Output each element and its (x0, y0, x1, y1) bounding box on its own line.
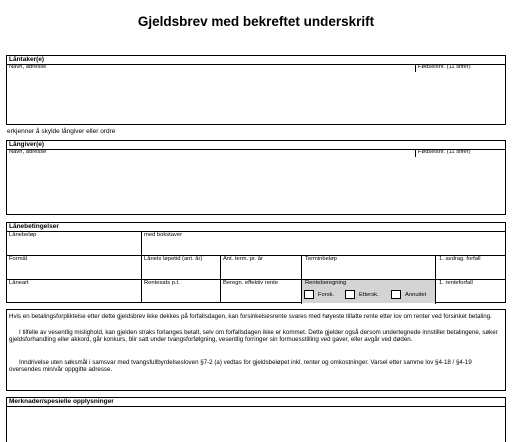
divider (141, 279, 142, 303)
loan-type-field[interactable] (8, 287, 139, 302)
divider (415, 64, 416, 72)
lender-name-label: Navn, adresse (9, 149, 47, 155)
lender-header: Långiver(e) (7, 141, 505, 150)
lender-id-label: Fødselsnr. (11 siffer) (418, 149, 471, 155)
rate-label: Rentesats p.t. (144, 280, 180, 286)
lender-section (6, 140, 506, 215)
lender-id-field[interactable] (417, 157, 505, 214)
clause-text: Hvis en betalingsforpliktelse etter dette gjeldsbrev ikke dekkes på forfallsdagen, kan forsinkelsesrente svares med høyeste tillatte rente etter lov om renter ved forsinket betaling. (9, 313, 492, 320)
amount-label: Lånebeløp (9, 232, 37, 238)
divider (141, 255, 142, 279)
page-title: Gjeldsbrev med bekreftet underskrift (137, 14, 375, 29)
borrower-section (6, 55, 506, 125)
divider (141, 231, 142, 255)
purpose-label: Formål (9, 256, 28, 262)
option-forsk-label: Forsk. (318, 292, 335, 298)
first-interest-label: 1. renteforfall (439, 280, 473, 286)
borrower-id-field[interactable] (417, 72, 505, 124)
effective-rate-field[interactable] (222, 287, 299, 302)
interest-calc-label: Renteberegning (305, 280, 347, 286)
installment-label: Terminbeløp (305, 256, 337, 262)
borrower-header: Låntaker(e) (7, 56, 505, 65)
amount-words-label: med bokstaver (144, 232, 183, 238)
checkbox-ettersk[interactable] (345, 290, 355, 299)
loan-type-label: Låneart (9, 280, 29, 286)
notes-section (6, 397, 506, 442)
notes-field[interactable] (8, 408, 504, 440)
first-payment-label: 1. avdrag. forfall (439, 256, 481, 262)
checkbox-forsk[interactable] (304, 290, 314, 299)
duration-label: Lånets løpetid (ant. år) (144, 256, 203, 262)
divider (220, 255, 221, 279)
checkbox-annuitet[interactable] (391, 290, 401, 299)
installment-field[interactable] (303, 263, 433, 278)
loan-terms-header: Lånebetingelser (7, 223, 505, 232)
divider (220, 279, 221, 303)
purpose-field[interactable] (8, 263, 139, 278)
first-payment-field[interactable] (437, 263, 503, 278)
clause-text: I tilfelle av vesentlig mislighold, kan gjelden straks forlanges betalt, selv om forfallsdagen ikke er kommet. Dette gjelder også dersom undertegnede innstiller betalingene, søker gjeldsforhandling eller akkord, går konkurs, blir satt under tvangsforfølgning, vesentlig forringer sin formuesstilling ved gaver, eller avgår ved døden. (9, 329, 498, 344)
acknowledge-text: erkjenner å skylde långiver eller ordre (7, 128, 116, 135)
borrower-name-label: Navn, adresse (9, 64, 47, 70)
terms-per-year-field[interactable] (222, 263, 299, 278)
clause-text: Inndrivelse uten søksmål i samsvar med tvangsfullbyrdelsesloven §7-2 (a) vedtas for gjeldsbeløpet inkl. renter og omkostninger. Varsel etter samme lov §4-18 / §4-19 oversendes min/vår oppgitte adresse. (9, 359, 472, 374)
terms-per-year-label: Ant. term. pr. år (223, 256, 263, 262)
amount-field[interactable] (8, 239, 139, 254)
option-annuitet-label: Annuitet (405, 292, 427, 298)
rate-field[interactable] (143, 287, 218, 302)
first-interest-field[interactable] (437, 287, 503, 302)
option-ettersk-label: Ettersk. (359, 292, 379, 298)
borrower-name-field[interactable] (8, 72, 413, 124)
amount-words-field[interactable] (143, 239, 503, 254)
effective-rate-label: Beregn. effektiv rente (223, 280, 278, 286)
loan-terms-section (6, 222, 506, 303)
lender-name-field[interactable] (8, 157, 413, 214)
divider (415, 149, 416, 157)
clauses-section (6, 309, 506, 391)
notes-header: Merknader/spesielle opplysninger (7, 398, 505, 407)
duration-field[interactable] (143, 263, 218, 278)
borrower-id-label: Fødselsnr. (11 siffer) (418, 64, 471, 70)
